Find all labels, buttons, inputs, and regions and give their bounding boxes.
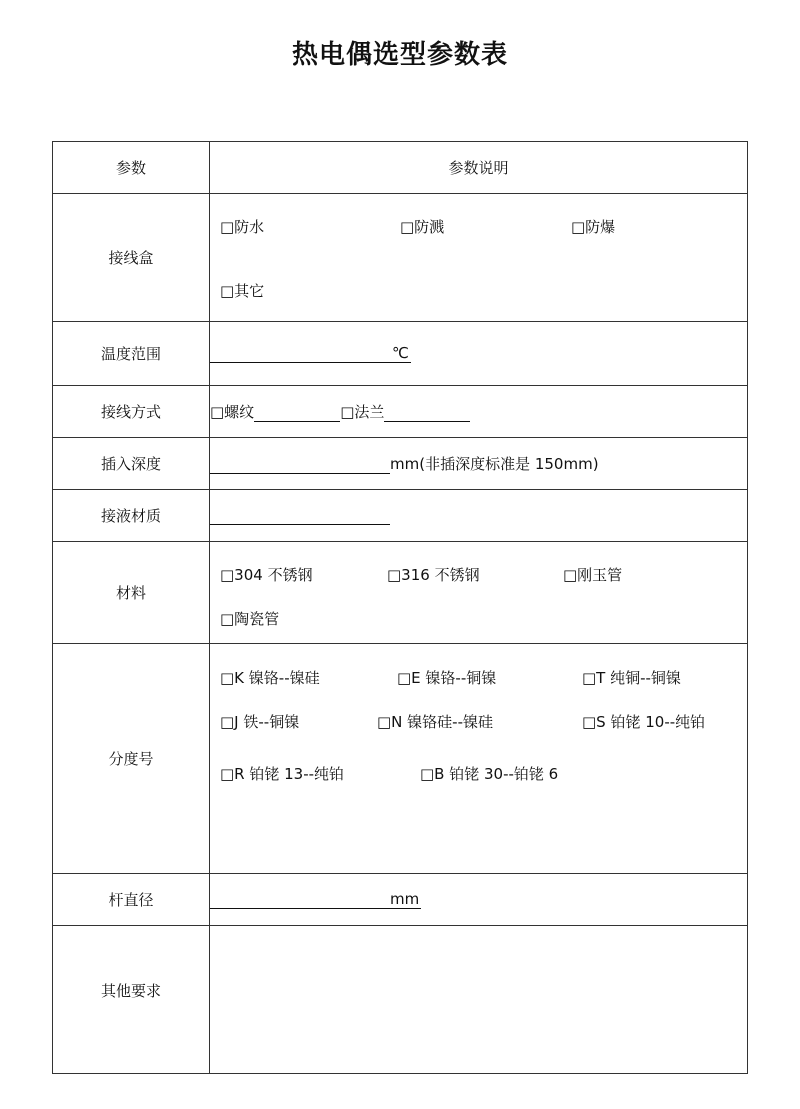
row-junction-box	[53, 194, 748, 322]
other-label: 其他要求	[53, 926, 210, 1074]
table-header-row	[53, 142, 748, 194]
junction-box-options	[210, 194, 748, 322]
depth-suffix: mm(非插深度标准是 150mm)	[390, 455, 599, 473]
option-316-steel[interactable]: □316 不锈钢	[387, 566, 480, 584]
temp-range-label: 温度范围	[53, 322, 210, 386]
row-other	[53, 926, 748, 1074]
option-flange[interactable]: □法兰	[340, 403, 385, 421]
flange-blank[interactable]	[384, 403, 470, 422]
rod-diameter-label: 杆直径	[53, 874, 210, 926]
header-param: 参数	[53, 142, 210, 194]
option-splashproof[interactable]: □防溅	[400, 218, 445, 236]
rod-diameter-unit: mm	[390, 890, 420, 908]
junction-box-label: 接线盒	[53, 194, 210, 322]
option-waterproof[interactable]: □防水	[220, 218, 265, 236]
graduation-options	[210, 644, 748, 874]
other-field[interactable]	[210, 926, 748, 1074]
graduation-label: 分度号	[53, 644, 210, 874]
option-type-n[interactable]: □N 镍铬硅--镍硅	[377, 713, 493, 731]
temp-range-unit: ℃	[392, 344, 409, 362]
rod-diameter-field[interactable]	[210, 874, 748, 926]
option-corundum-tube[interactable]: □刚玉管	[563, 566, 623, 584]
temp-range-field[interactable]	[210, 322, 748, 386]
header-desc: 参数说明	[210, 142, 748, 194]
depth-blank[interactable]	[210, 455, 390, 474]
rod-diameter-blank[interactable]	[210, 890, 390, 909]
connection-label: 接线方式	[53, 386, 210, 438]
thread-blank[interactable]	[254, 403, 340, 422]
option-type-r[interactable]: □R 铂铑 13--纯铂	[220, 765, 345, 783]
option-type-s[interactable]: □S 铂铑 10--纯铂	[582, 713, 706, 731]
option-type-j[interactable]: □J 铁--铜镍	[220, 713, 300, 731]
row-wetted-material	[53, 490, 748, 542]
connection-options	[210, 386, 748, 438]
option-explosionproof[interactable]: □防爆	[571, 218, 616, 236]
page-title: 热电偶选型参数表	[291, 40, 508, 70]
option-other[interactable]: □其它	[220, 282, 265, 300]
row-depth	[53, 438, 748, 490]
option-thread[interactable]: □螺纹	[210, 403, 255, 421]
row-connection	[53, 386, 748, 438]
wetted-material-blank[interactable]	[210, 506, 390, 525]
row-material	[53, 542, 748, 644]
row-temp-range	[53, 322, 748, 386]
wetted-material-label: 接液材质	[53, 490, 210, 542]
parameter-table	[52, 141, 748, 1074]
wetted-material-field[interactable]	[210, 490, 748, 542]
row-graduation	[53, 644, 748, 874]
option-type-t[interactable]: □T 纯铜--铜镍	[582, 669, 681, 687]
option-304-steel[interactable]: □304 不锈钢	[220, 566, 313, 584]
option-ceramic-tube[interactable]: □陶瓷管	[220, 610, 280, 628]
depth-field[interactable]	[210, 438, 748, 490]
option-type-e[interactable]: □E 镍铬--铜镍	[397, 669, 497, 687]
material-options	[210, 542, 748, 644]
depth-label: 插入深度	[53, 438, 210, 490]
option-type-b[interactable]: □B 铂铑 30--铂铑 6	[420, 765, 559, 783]
option-type-k[interactable]: □K 镍铬--镍硅	[220, 669, 320, 687]
row-rod-diameter	[53, 874, 748, 926]
material-label: 材料	[53, 542, 210, 644]
temp-range-blank[interactable]	[210, 344, 390, 363]
